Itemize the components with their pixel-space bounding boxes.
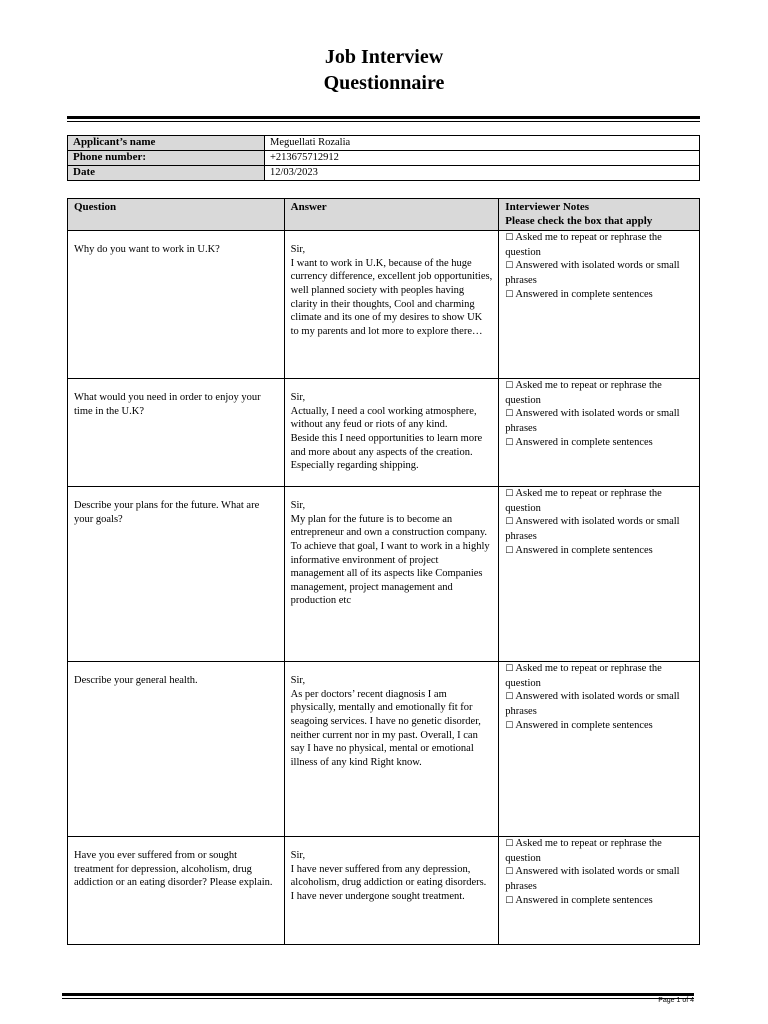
note-option xyxy=(505,837,695,865)
note-option-label: Answered in complete sentences xyxy=(515,544,653,556)
table-row xyxy=(68,231,700,379)
note-option xyxy=(505,894,695,909)
table-row xyxy=(68,487,700,662)
applicant-name-label: Applicant’s name xyxy=(68,136,265,151)
checkbox-icon[interactable]: ☐ xyxy=(505,895,514,906)
note-option-label: Asked me to repeat or rephrase the question xyxy=(505,488,662,514)
note-option xyxy=(505,544,695,559)
note-option-label: Answered with isolated words or small phrases xyxy=(505,691,680,717)
notes-cell xyxy=(499,487,700,662)
notes-header-line-1: Interviewer Notes xyxy=(505,201,590,213)
checkbox-icon[interactable]: ☐ xyxy=(505,867,514,878)
note-option-label: Answered in complete sentences xyxy=(515,436,653,448)
table-row xyxy=(68,379,700,487)
note-option-label: Answered with isolated words or small phrases xyxy=(505,260,680,286)
phone-label: Phone number: xyxy=(68,151,265,166)
checkbox-icon[interactable]: ☐ xyxy=(505,517,514,528)
date-row xyxy=(68,166,700,181)
note-option-label: Answered in complete sentences xyxy=(515,288,653,300)
applicant-name-value: Meguellati Rozalia xyxy=(265,136,700,151)
note-option-label: Answered in complete sentences xyxy=(515,719,653,731)
answer-header: Answer xyxy=(284,199,499,231)
applicant-info-table xyxy=(67,135,700,181)
header-row xyxy=(68,199,700,231)
bottom-divider xyxy=(62,993,694,999)
top-divider xyxy=(67,116,700,122)
checkbox-icon[interactable]: ☐ xyxy=(505,720,514,731)
answer-cell: Sir, I want to work in U.K, because of the huge currency difference, excellent job opportunities, well planned society with peoples having clarity in their thoughts, Cool and charming climate and its one of my desires to show UK to my parents and lot more to explore there… xyxy=(284,231,499,379)
answer-cell: Sir, As per doctors’ recent diagnosis I am physically, mentally and emotionally fit for seagoing services. I have no genetic disorder, neither current nor in my past. Overall, I can say I have no physical, mental or emotional illness of any kind Right know. xyxy=(284,662,499,837)
answer-cell: Sir, I have never suffered from any depression, alcoholism, drug addiction or eating disorders. I have never undergone sought treatment. xyxy=(284,837,499,945)
note-option xyxy=(505,407,695,435)
checkbox-icon[interactable]: ☐ xyxy=(505,489,514,500)
title-line-1: Job Interview xyxy=(324,46,444,68)
checkbox-icon[interactable]: ☐ xyxy=(505,289,514,300)
checkbox-icon[interactable]: ☐ xyxy=(505,545,514,556)
note-option xyxy=(505,662,695,690)
notes-header xyxy=(499,199,700,231)
note-option xyxy=(505,487,695,515)
checkbox-icon[interactable]: ☐ xyxy=(505,233,514,244)
applicant-name-row xyxy=(68,136,700,151)
answer-cell: Sir, Actually, I need a cool working atmosphere, without any feud or riots of any kind. Beside this I need opportunities to learn more and more about any aspects of the creation. Especially regarding shipping. xyxy=(284,379,499,487)
notes-cell xyxy=(499,662,700,837)
table-row xyxy=(68,837,700,945)
note-option xyxy=(505,865,695,893)
phone-row xyxy=(68,151,700,166)
question-cell: What would you need in order to enjoy your time in the U.K? xyxy=(68,379,285,487)
notes-cell xyxy=(499,231,700,379)
checkbox-icon[interactable]: ☐ xyxy=(505,664,514,675)
page-title xyxy=(0,44,768,96)
checkbox-icon[interactable]: ☐ xyxy=(505,381,514,392)
date-value: 12/03/2023 xyxy=(265,166,700,181)
note-option xyxy=(505,436,695,451)
title-line-2: Questionnaire xyxy=(323,72,445,94)
note-option xyxy=(505,515,695,543)
note-option xyxy=(505,288,695,303)
question-cell: Why do you want to work in U.K? xyxy=(68,231,285,379)
note-option xyxy=(505,690,695,718)
question-cell: Describe your plans for the future. What are your goals? xyxy=(68,487,285,662)
notes-header-line-2: Please check the box that apply xyxy=(505,214,653,227)
note-option-label: Answered with isolated words or small phrases xyxy=(505,516,680,542)
checkbox-icon[interactable]: ☐ xyxy=(505,409,514,420)
checkbox-icon[interactable]: ☐ xyxy=(505,692,514,703)
checkbox-icon[interactable]: ☐ xyxy=(505,261,514,272)
notes-cell xyxy=(499,379,700,487)
note-option xyxy=(505,259,695,287)
question-header: Question xyxy=(68,199,285,231)
note-option-label: Asked me to repeat or rephrase the question xyxy=(505,663,662,689)
notes-cell xyxy=(499,837,700,945)
note-option-label: Asked me to repeat or rephrase the question xyxy=(505,232,662,258)
table-row xyxy=(68,662,700,837)
phone-value: +213675712912 xyxy=(265,151,700,166)
checkbox-icon[interactable]: ☐ xyxy=(505,437,514,448)
answer-cell: Sir, My plan for the future is to become an entrepreneur and own a construction company. To achieve that goal, I want to work in a highly informative environment of project management all of its aspects like Companies management, project management and production etc xyxy=(284,487,499,662)
question-cell: Describe your general health. xyxy=(68,662,285,837)
questionnaire-table xyxy=(67,198,700,945)
note-option-label: Answered with isolated words or small phrases xyxy=(505,866,680,892)
note-option-label: Answered with isolated words or small phrases xyxy=(505,408,680,434)
note-option xyxy=(505,719,695,734)
note-option-label: Asked me to repeat or rephrase the question xyxy=(505,380,662,406)
checkbox-icon[interactable]: ☐ xyxy=(505,839,514,850)
question-cell: Have you ever suffered from or sought treatment for depression, alcoholism, drug addiction or an eating disorder? Please explain. xyxy=(68,837,285,945)
note-option-label: Asked me to repeat or rephrase the question xyxy=(505,838,662,864)
date-label: Date xyxy=(68,166,265,181)
page-number: Page 1 of 4 xyxy=(658,997,694,1004)
note-option-label: Answered in complete sentences xyxy=(515,894,653,906)
note-option xyxy=(505,379,695,407)
note-option xyxy=(505,231,695,259)
